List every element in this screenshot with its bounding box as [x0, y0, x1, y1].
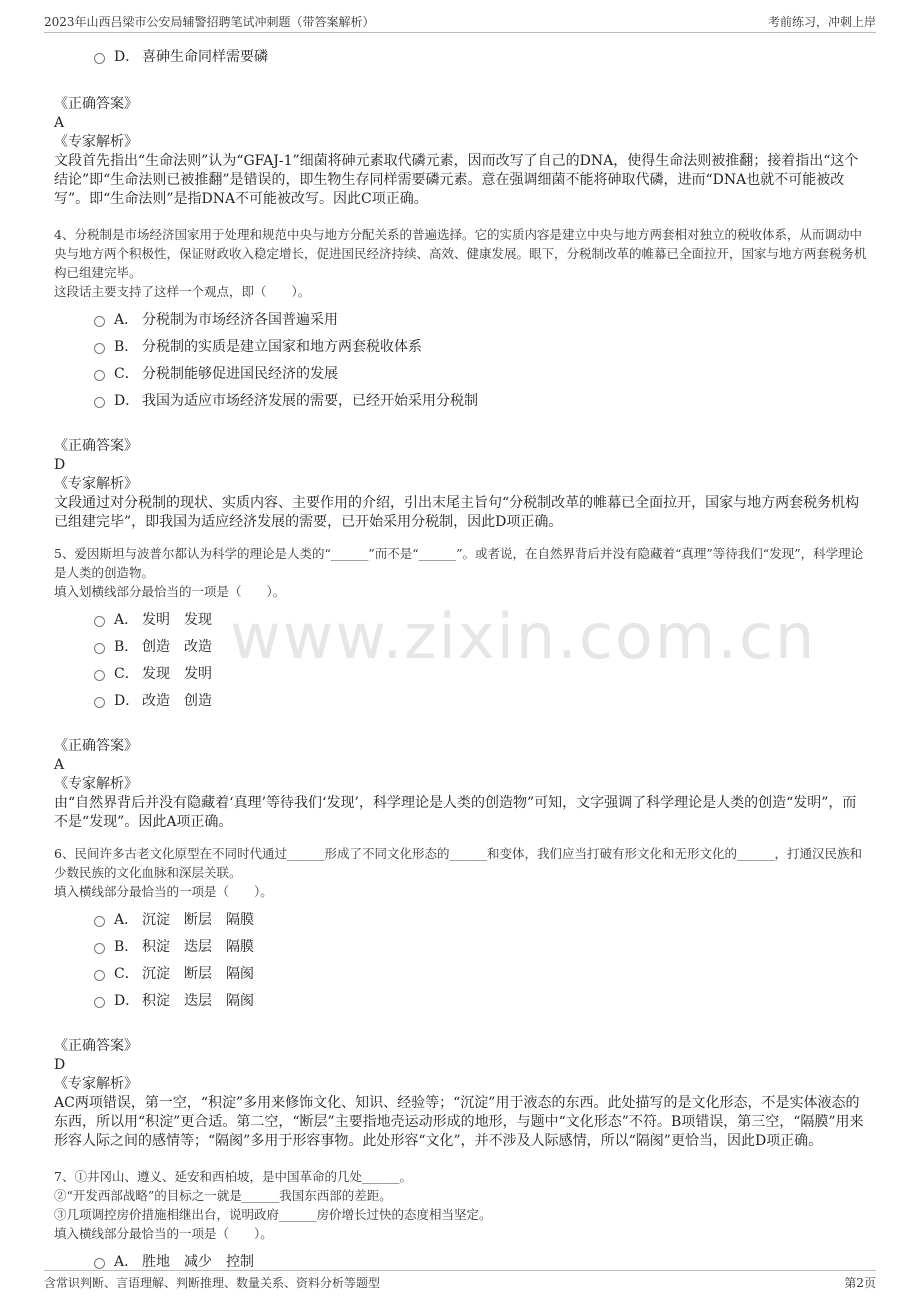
radio-icon[interactable]	[94, 343, 105, 354]
option-letter: B．	[114, 938, 139, 955]
option-c[interactable]	[94, 659, 870, 686]
option-text: 喜砷生命同样需要磷	[142, 48, 268, 65]
document-body	[54, 36, 870, 1274]
radio-icon[interactable]	[94, 643, 105, 654]
radio-icon[interactable]	[94, 316, 105, 327]
radio-icon[interactable]	[94, 397, 105, 408]
option-letter: D．	[114, 692, 140, 709]
option-text: 发明 发现	[142, 611, 212, 628]
option-text: 分税制能够促进国民经济的发展	[142, 365, 338, 382]
option-letter: A．	[114, 911, 139, 928]
question-stem: 4、分税制是市场经济国家用于处理和规范中央与地方分配关系的普遍选择。它的实质内容是建立中央与地方两套相对独立的税收体系，从而调动中央与地方两个积极性，保证财政收入稳定增长，促进国民经济持续、高效、健康发展。眼下，分税制改革的帷幕已全面拉开，国家与地方两套税务机构已组建完毕。	[54, 227, 867, 280]
option-letter: A．	[114, 311, 139, 328]
option-text: 我国为适应市场经济发展的需要，已经开始采用分税制	[142, 392, 478, 409]
option-text: 沉淀 断层 隔膜	[142, 911, 254, 928]
analysis-label: 《专家解析》	[54, 776, 138, 792]
document-title: 2023年山西吕梁市公安局辅警招聘笔试冲刺题（带答案解析）	[44, 14, 375, 29]
option-letter: B．	[114, 338, 139, 355]
option-letter: D．	[114, 992, 140, 1009]
option-letter: B．	[114, 638, 139, 655]
watermark: www.zixin.com.cn	[230, 600, 817, 673]
option-text: 沉淀 断层 隔阂	[142, 965, 254, 982]
option-b[interactable]	[94, 632, 870, 659]
radio-icon[interactable]	[94, 997, 105, 1008]
answer-label: 《正确答案》	[54, 738, 138, 754]
option-text: 创造 改造	[142, 638, 212, 655]
question-line: ②“开发西部战略”的目标之一就是______我国东西部的差距。	[54, 1188, 392, 1203]
radio-icon[interactable]	[94, 616, 105, 627]
answer-label: 《正确答案》	[54, 1038, 138, 1054]
header-slogan: 考前练习，冲刺上岸	[767, 14, 876, 29]
analysis-label: 《专家解析》	[54, 134, 138, 150]
option-c[interactable]	[94, 359, 870, 386]
answer-label: 《正确答案》	[54, 438, 138, 454]
answer-block	[54, 737, 870, 832]
answer-value: A	[54, 115, 65, 131]
option-text: 发现 发明	[142, 665, 212, 682]
option-text: 胜地 减少 控制	[142, 1253, 254, 1270]
option-c[interactable]	[94, 959, 870, 986]
option-letter: A．	[114, 1253, 139, 1270]
option-d[interactable]	[94, 686, 870, 713]
option-letter: D．	[114, 392, 140, 409]
analysis-text: 由“自然界背后并没有隐藏着‘真理’等待我们‘发现’，科学理论是人类的创造物”可知，文字强调了科学理论是人类的创造“发明”，而不是“发现”。因此A项正确。	[54, 795, 857, 830]
question-stem: 5、爱因斯坦与波普尔都认为科学的理论是人类的“______”而不是“______”。或者说，在自然界背后并没有隐藏着“真理”等待我们“发现”，科学理论是人类的创造物。	[54, 546, 864, 580]
question-stem	[54, 1167, 870, 1224]
answer-value: D	[54, 1057, 66, 1073]
option-letter: A．	[114, 611, 139, 628]
answer-value: D	[54, 457, 66, 473]
analysis-label: 《专家解析》	[54, 476, 138, 492]
question-prompt: 填入横线部分最恰当的一项是（ ）。	[54, 1226, 273, 1241]
question-prompt: 填入划横线部分最恰当的一项是（ ）。	[54, 584, 286, 599]
page-footer	[44, 1270, 876, 1293]
analysis-text: 文段首先指出“生命法则”认为“GFAJ-1”细菌将砷元素取代磷元素，因而改写了自己的DNA，使得生命法则被推翻；接着指出“这个结论”即“生命法则已被推翻”是错误的，即生物生存同样需要磷元素。意在强调细菌不能将砷取代磷，进而“DNA也就不可能被改写”。即“生命法则”是指DNA不可能被改写。因此C项正确。	[54, 153, 859, 207]
question-stem: 6、民间许多古老文化原型在不同时代通过______形成了不同文化形态的______和变体，我们应当打破有形文化和无形文化的______，打通汉民族和少数民族的文化血脉和深层关联。	[54, 846, 862, 880]
radio-icon[interactable]	[94, 916, 105, 927]
question-line: 7、①井冈山、遵义、延安和西柏坡，是中国革命的几处______。	[54, 1169, 412, 1184]
answer-block	[54, 437, 870, 532]
option-a[interactable]	[94, 905, 870, 932]
radio-icon[interactable]	[94, 943, 105, 954]
page-number: 第2页	[844, 1275, 876, 1290]
option-d[interactable]	[94, 386, 870, 413]
question-prompt: 填入横线部分最恰当的一项是（ ）。	[54, 884, 273, 899]
option-text: 改造 创造	[142, 692, 212, 709]
option-d[interactable]	[94, 986, 870, 1013]
option-letter: C．	[114, 665, 139, 682]
option-letter: C．	[114, 965, 139, 982]
option-text: 积淀 迭层 隔膜	[142, 938, 254, 955]
analysis-label: 《专家解析》	[54, 1076, 138, 1092]
radio-icon[interactable]	[94, 970, 105, 981]
option-text: 积淀 迭层 隔阂	[142, 992, 254, 1009]
radio-icon[interactable]	[94, 697, 105, 708]
footer-text: 含常识判断、言语理解、判断推理、数量关系、资料分析等题型	[44, 1275, 381, 1290]
option-letter: C．	[114, 365, 139, 382]
radio-icon[interactable]	[94, 53, 105, 64]
option-letter: D．	[114, 48, 140, 65]
option-a[interactable]	[94, 305, 870, 332]
answer-block	[54, 95, 870, 209]
option-d[interactable]	[94, 42, 870, 69]
option-b[interactable]	[94, 332, 870, 359]
answer-value: A	[54, 757, 65, 773]
option-text: 分税制的实质是建立国家和地方两套税收体系	[142, 338, 422, 355]
radio-icon[interactable]	[94, 670, 105, 681]
question-prompt: 这段话主要支持了这样一个观点，即（ ）。	[54, 284, 311, 299]
option-a[interactable]	[94, 605, 870, 632]
answer-label: 《正确答案》	[54, 96, 138, 112]
answer-block	[54, 1037, 870, 1151]
analysis-text: AC两项错误，第一空，“积淀”多用来修饰文化、知识、经验等；“沉淀”用于液态的东西。此处描写的是文化形态，不是实体液态的东西，所以用“积淀”更合适。第二空，“断层”主要指地壳运动形成的地形，与题中“文化形态”不符。B项错误，第三空，“隔膜”用来形容人际之间的感情等；“隔阂”多用于形容事物。此处形容“文化”，并不涉及人际感情，所以“隔阂”更恰当，因此D项正确。	[54, 1095, 864, 1149]
analysis-text: 文段通过对分税制的现状、实质内容、主要作用的介绍，引出末尾主旨句“分税制改革的帷幕已全面拉开，国家与地方两套税务机构已组建完毕”，即我国为适应经济发展的需要，已开始采用分税制，因此D项正确。	[54, 495, 860, 530]
question-line: ③几项调控房价措施相继出台，说明政府______房价增长过快的态度相当坚定。	[54, 1207, 492, 1222]
radio-icon[interactable]	[94, 1258, 105, 1269]
page-header	[44, 10, 876, 33]
radio-icon[interactable]	[94, 370, 105, 381]
option-text: 分税制为市场经济各国普遍采用	[142, 311, 338, 328]
option-b[interactable]	[94, 932, 870, 959]
